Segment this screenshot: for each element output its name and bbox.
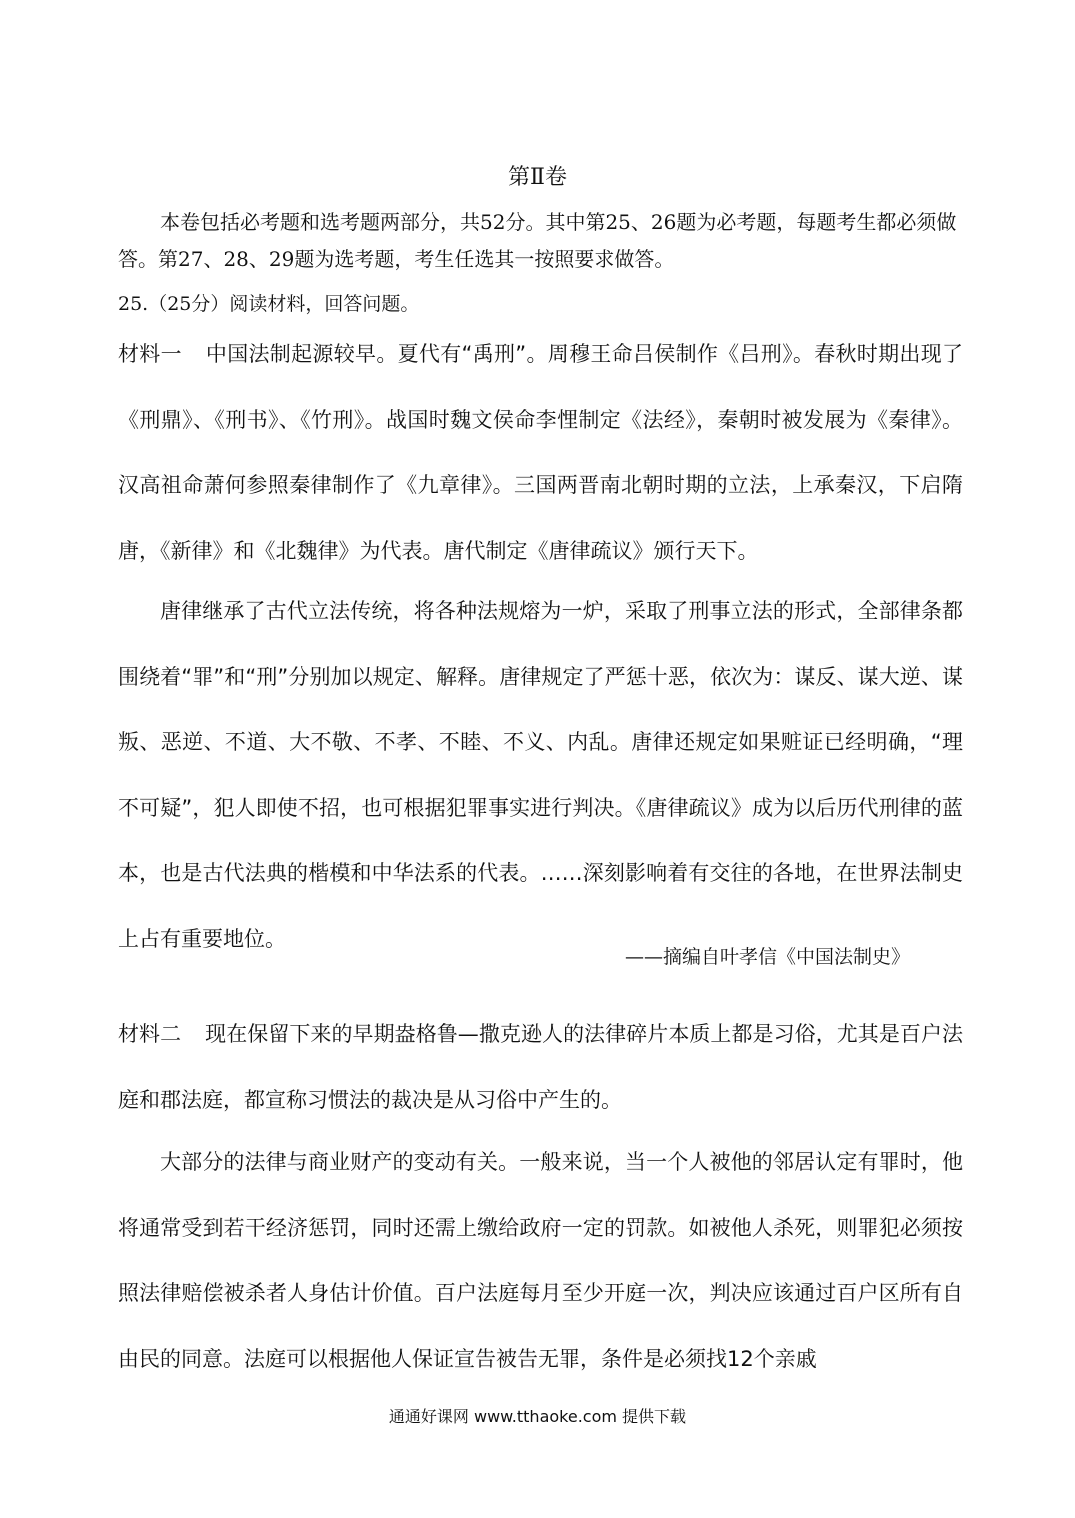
question-heading: 25.（25分）阅读材料，回答问题。 [118,293,420,315]
material-one-paragraph-2: 唐律继承了古代立法传统，将各种法规熔为一炉，采取了刑事立法的形式，全部律条都围绕着“罪”和“刑”分别加以规定、解释。唐律规定了严惩十恶，依次为：谋反、谋大逆、谋叛、恶逆、不道、大不敬、不孝、不睦、不义、内乱。唐律还规定如果赃证已经明确，“理不可疑”，犯人即使不招，也可根据犯罪事实进行判决。《唐律疏议》成为以后历代刑律的蓝本，也是古代法典的楷模和中华法系的代表。……深刻影响着有交往的各地，在世界法制史上占有重要地位。 [118,599,963,951]
material-one-source: ——摘编自叶孝信《中国法制史》 [624,946,910,968]
material-one-text-1: 中国法制起源较早。夏代有“禹刑”。周穆王命吕侯制作《吕刑》。春秋时期出现了《刑鼎》、《刑书》、《竹刑》。战国时魏文侯命李悝制定《法经》，秦朝时被发展为《秦律》。汉高祖命萧何参照秦律制作了《九章律》。三国两晋南北朝时期的立法，上承秦汉，下启隋唐，《新律》和《北魏律》为代表。唐代制定《唐律疏议》颁行天下。 [118,342,963,563]
material-two-label: 材料二 [118,1022,182,1046]
material-two [118,1002,963,1133]
section-intro: 本卷包括必考题和选考题两部分，共52分。其中第25、26题为必考题，每题考生都必须做答。第27、28、29题为选考题，考生任选其一按照要求做答。 [118,210,957,271]
material-one [118,322,963,584]
material-two-text-1: 现在保留下来的早期盎格鲁—撒克逊人的法律碎片本质上都是习俗，尤其是百户法庭和郡法庭，都宣称习惯法的裁决是从习俗中产生的。 [118,1022,964,1112]
material-two-paragraph-2-block [118,1130,963,1392]
material-one-paragraph-2-block [118,579,963,972]
material-one-label: 材料一 [118,342,182,366]
material-two-paragraph-1 [118,1002,963,1133]
material-two-paragraph-2: 大部分的法律与商业财产的变动有关。一般来说，当一个人被他的邻居认定有罪时，他将通常受到若干经济惩罚，同时还需上缴给政府一定的罚款。如被他人杀死，则罪犯必须按照法律赔偿被杀者人身估计价值。百户法庭每月至少开庭一次，判决应该通过百户区所有自由民的同意。法庭可以根据他人保证宣告被告无罪，条件是必须找12个亲戚 [118,1150,963,1371]
section-title: 第Ⅱ卷 [508,165,567,190]
material-one-paragraph-1 [118,322,963,584]
page-footer: 通通好课网 www.tthaoke.com 提供下载 [388,1407,687,1426]
